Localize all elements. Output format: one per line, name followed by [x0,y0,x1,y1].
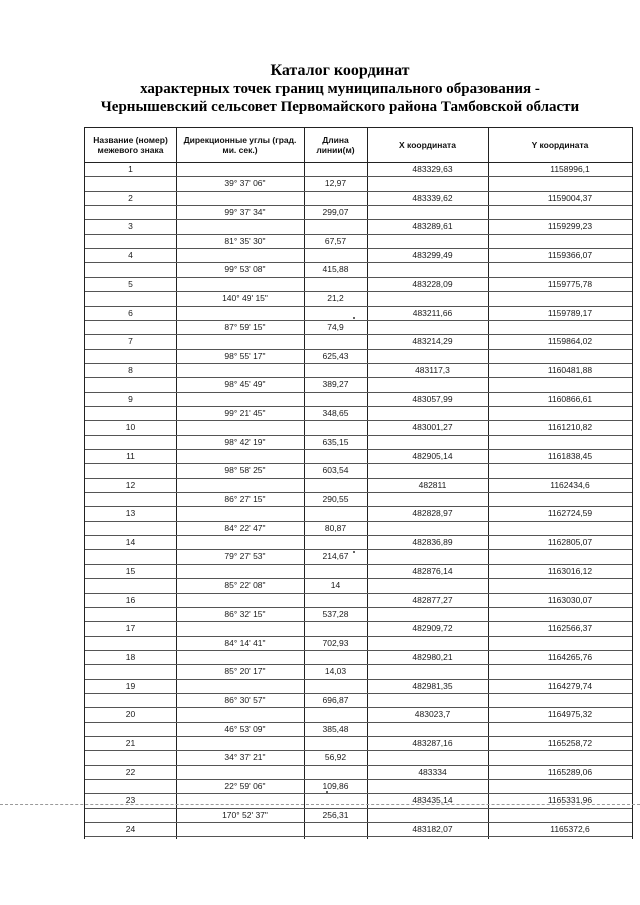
direction-angle: 99° 37' 34" [224,207,266,218]
row-divider [85,205,632,206]
x-coordinate: 482905,14 [412,451,453,461]
row-divider [85,191,632,192]
x-coordinate: 483289,61 [412,221,453,232]
x-coordinate: 483228,09 [412,278,453,289]
row-divider [85,349,632,350]
row-divider [85,793,632,794]
point-number: 23 [125,795,136,806]
line-length: 12,97 [324,178,347,189]
row-divider [85,693,632,694]
direction-angle: 86° 27' 15" [224,494,266,505]
title-block [60,62,620,116]
direction-angle: 170° 52' 37" [222,809,268,820]
line-length: 635,15 [322,436,349,447]
y-coordinate: 1165258,72 [547,738,593,748]
scan-speck [353,317,355,319]
row-divider [85,765,632,766]
point-number: 21 [125,738,136,748]
y-coordinate: 1160866,61 [547,393,593,404]
row-divider [85,750,632,751]
header-line-length: Длина линии(м) [316,135,355,155]
row-divider [85,435,632,436]
row-divider [85,593,632,594]
x-coordinate: 483182,07 [412,824,453,835]
y-coordinate: 1159789,17 [547,307,593,318]
x-coordinate: 483339,62 [412,192,453,203]
scan-fold-line [0,804,640,805]
point-number: 20 [125,709,136,720]
y-coordinate: 1159299,23 [547,221,593,232]
point-number: 1 [128,164,133,174]
line-length: 389,27 [322,379,349,390]
line-length: 290,55 [322,494,349,505]
point-number: 15 [125,565,136,576]
title-line-3: Чернышевский сельсовет Первомайского района Тамбовской области [100,99,580,115]
row-divider [85,636,632,637]
line-length: 299,07 [322,207,349,218]
coordinate-table [84,127,633,839]
row-divider [85,277,632,278]
y-coordinate: 1159864,02 [547,336,593,347]
y-coordinate: 1165331,96 [547,795,593,806]
y-coordinate: 1158996,1 [550,164,590,174]
x-coordinate: 482909,72 [412,623,453,634]
x-coordinate: 483001,27 [412,422,453,433]
x-coordinate: 483329,63 [412,164,453,174]
line-length: 67,57 [324,235,347,246]
table-header-row [85,128,632,163]
row-divider [85,578,632,579]
direction-angle: 22° 59' 06" [224,781,266,792]
line-length: 56,92 [324,752,347,763]
row-divider [85,736,632,737]
point-number: 7 [128,336,133,347]
row-divider [85,836,632,837]
point-number: 9 [128,393,133,404]
direction-angle: 85° 20' 17" [224,666,266,677]
header-direction-angle: Дирекционные углы (град. ми. сек.) [183,135,297,155]
direction-angle: 84° 22' 47" [224,522,266,533]
line-length: 696,87 [322,694,349,705]
line-length: 74,9 [327,321,344,332]
point-number: 4 [128,250,133,261]
direction-angle: 84° 14' 41" [224,637,266,648]
row-divider [85,779,632,780]
x-coordinate: 482981,35 [412,680,453,691]
row-divider [85,621,632,622]
direction-angle: 86° 32' 15" [224,608,266,619]
line-length: 625,43 [322,350,349,361]
direction-angle: 85° 22' 08" [224,580,266,591]
x-coordinate: 482836,89 [412,537,453,548]
row-divider [85,406,632,407]
direction-angle: 86° 30' 57" [224,694,266,705]
y-coordinate: 1159775,78 [547,278,593,289]
row-divider [85,176,632,177]
direction-angle: 98° 55' 17" [224,350,266,361]
line-length: 702,93 [322,637,349,648]
line-length: 80,87 [324,522,347,533]
row-divider [85,420,632,421]
line-length: 21,2 [327,293,344,304]
row-divider [85,506,632,507]
row-divider [85,822,632,823]
point-number: 11 [126,451,135,461]
point-number: 24 [125,824,136,835]
x-coordinate: 482828,97 [412,508,453,519]
line-length: 537,28 [322,608,349,619]
y-coordinate: 1164265,76 [547,651,593,662]
y-coordinate: 1164279,74 [547,680,593,691]
row-divider [85,564,632,565]
row-divider [85,478,632,479]
row-divider [85,262,632,263]
x-coordinate: 482980,21 [412,651,453,662]
row-divider [85,521,632,522]
row-divider [85,607,632,608]
point-number: 10 [125,422,136,433]
row-divider [85,679,632,680]
title-line-1: Каталог координат [270,62,410,79]
direction-angle: 46° 53' 09" [224,723,266,734]
line-length: 348,65 [322,407,349,418]
x-coordinate: 483287,16 [412,738,453,748]
direction-angle: 98° 45' 49" [224,379,266,390]
y-coordinate: 1162805,07 [547,537,593,548]
x-coordinate: 482876,14 [412,565,453,576]
direction-angle: 81° 35' 30" [224,235,266,246]
row-divider [85,549,632,550]
direction-angle: 98° 58' 25" [224,465,266,476]
y-coordinate: 1163016,12 [547,565,593,576]
header-y-coordinate: Y координата [531,140,589,150]
point-number: 18 [125,651,136,662]
y-coordinate: 1162566,37 [547,623,593,634]
direction-angle: 79° 27' 53" [224,551,266,562]
row-divider [85,320,632,321]
y-coordinate: 1159366,07 [547,250,593,261]
y-coordinate: 1165372,6 [550,824,590,835]
direction-angle: 140° 49' 15" [222,293,268,304]
x-coordinate: 483334 [418,766,447,777]
point-number: 5 [128,278,133,289]
y-coordinate: 1161210,82 [547,422,593,433]
title-line-2: характерных точек границ муниципального образования - [140,81,540,97]
point-number: 12 [125,479,136,490]
point-number: 6 [128,307,133,318]
x-coordinate: 483023,7 [414,709,451,720]
row-divider [85,664,632,665]
line-length: 214,67 [322,551,349,562]
x-coordinate: 482811 [418,479,447,490]
row-divider [85,234,632,235]
point-number: 14 [125,537,136,548]
scan-speck [326,791,328,793]
row-divider [85,492,632,493]
row-divider [85,463,632,464]
x-coordinate: 483299,49 [412,250,453,261]
line-length: 603,54 [322,465,349,476]
row-divider [85,722,632,723]
y-coordinate: 1162434,6 [550,479,590,490]
row-divider [85,334,632,335]
x-coordinate: 483214,29 [412,336,453,347]
direction-angle: 39° 37' 06" [224,178,266,189]
line-length: 14 [330,580,341,591]
row-divider [85,535,632,536]
direction-angle: 99° 53' 08" [224,264,266,275]
scan-speck [353,551,355,553]
x-coordinate: 483117,3 [415,364,450,375]
y-coordinate: 1162724,59 [547,508,593,519]
point-number: 2 [128,192,133,203]
row-divider [85,377,632,378]
row-divider [85,808,632,809]
row-divider [85,219,632,220]
header-point-name: Название (номер) межевого знака [93,135,168,155]
line-length: 14,03 [324,666,347,677]
header-x-coordinate: X координата [399,140,456,150]
y-coordinate: 1163030,07 [547,594,593,605]
point-number: 13 [125,508,136,519]
line-length: 109,86 [322,781,349,792]
direction-angle: 87° 59' 15" [224,321,266,332]
line-length: 385,48 [322,723,349,734]
y-coordinate: 1160481,88 [547,364,593,375]
point-number: 19 [125,680,136,691]
line-length: 415,88 [322,264,349,275]
point-number: 22 [125,766,136,777]
point-number: 3 [128,221,133,232]
row-divider [85,707,632,708]
row-divider [85,363,632,364]
row-divider [85,248,632,249]
row-divider [85,650,632,651]
x-coordinate: 482877,27 [412,594,453,605]
point-number: 17 [125,623,136,634]
row-divider [85,392,632,393]
x-coordinate: 483211,66 [412,307,453,318]
direction-angle: 99° 21' 45" [224,407,266,418]
direction-angle: 34° 37' 21" [224,752,266,763]
y-coordinate: 1165289,06 [547,766,593,777]
y-coordinate: 1159004,37 [547,192,593,203]
x-coordinate: 483435,14 [412,795,453,806]
point-number: 8 [128,364,133,375]
row-divider [85,449,632,450]
direction-angle: 98° 42' 19" [224,436,266,447]
row-divider [85,291,632,292]
line-length: 256,31 [322,809,349,820]
y-coordinate: 1164975,32 [547,709,593,720]
point-number: 16 [125,594,136,605]
row-divider [85,306,632,307]
x-coordinate: 483057,99 [412,393,453,404]
y-coordinate: 1161838,45 [547,451,593,461]
